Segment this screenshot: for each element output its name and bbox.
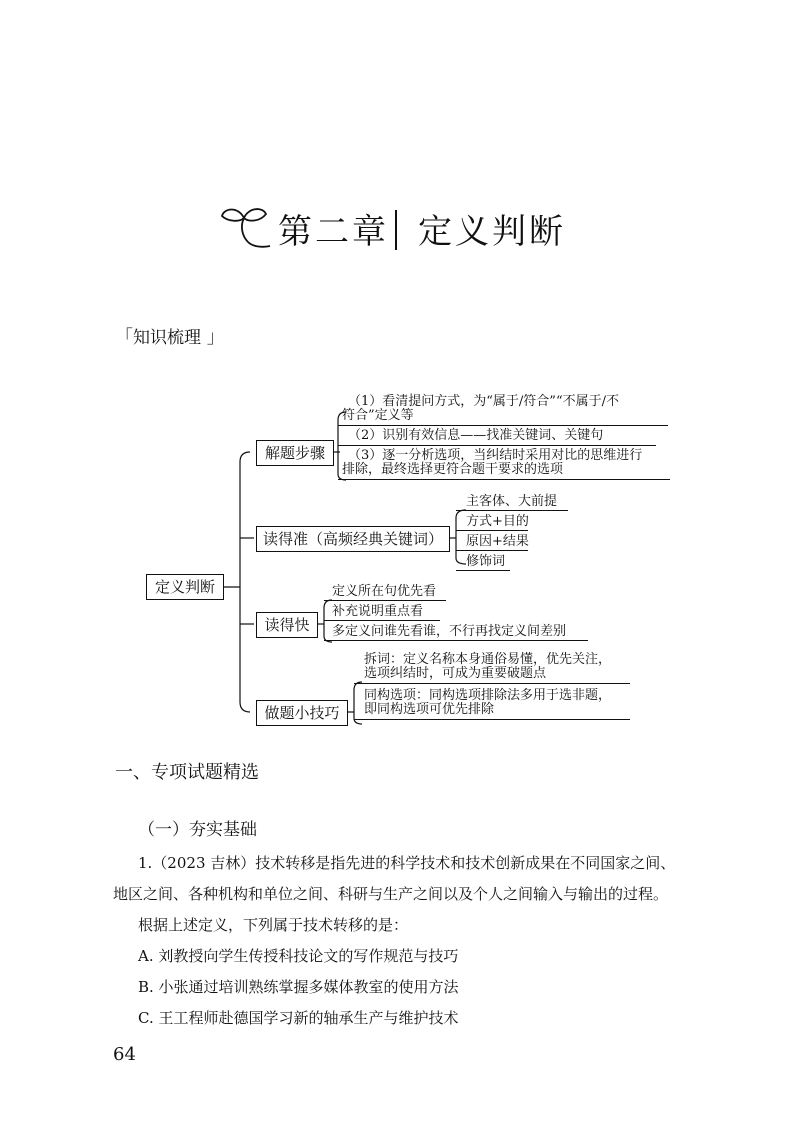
keyword-modifier: 修饰词 [466, 554, 506, 569]
knowledge-header-text: 知识梳理 [133, 328, 201, 348]
fast-tip-2-underline [324, 620, 440, 621]
chapter-number: 第二章 [278, 212, 389, 252]
step-2-underline [338, 445, 656, 446]
chapter-name: 定义判断 [418, 212, 566, 252]
step-2-line-1: （2）识别有效信息——找准关键词、关键句 [348, 428, 604, 443]
mind-map [0, 380, 800, 740]
option-c: C. 王工程师赴德国学习新的轴承生产与维护技术 [138, 1009, 459, 1027]
fast-tip-1-underline [324, 600, 446, 601]
step-3-line-2: 排除，最终选择更符合题干要求的选项 [342, 462, 564, 477]
keyword-subject-underline [456, 510, 568, 511]
trick-2-line-1: 同构选项：同构选项排除法多用于选非题， [364, 688, 612, 703]
knowledge-header [115, 326, 225, 350]
chapter-title [0, 198, 800, 278]
right-bracket-icon: 」 [201, 327, 225, 348]
option-b: B. 小张通过培训熟练掌握多媒体教室的使用方法 [138, 978, 459, 996]
mind-map-root: 定义判断 [146, 574, 224, 600]
keyword-cause-underline [456, 550, 528, 551]
question-prompt: 根据上述定义，下列属于技术转移的是： [138, 916, 409, 934]
trick-1-underline [354, 683, 630, 684]
step-3-line-1: （3）逐一分析选项，当纠结时采用对比的思维进行 [348, 448, 643, 463]
fast-tip-1: 定义所在句优先看 [332, 584, 437, 599]
keyword-cause: 原因+结果 [466, 534, 529, 549]
trick-1-line-2: 选项纠结时，可成为重要破题点 [364, 666, 547, 681]
step-1-line-1: （1）看清提问方式，为“属于/符合”“不属于/不 [348, 394, 619, 409]
step-1-underline [338, 425, 668, 426]
title-divider [395, 210, 397, 250]
question-stem-line-1: 1.（2023 吉林）技术转移是指先进的科学技术和技术创新成果在不同国家之间、 [138, 854, 676, 872]
trick-1-line-1: 拆词：定义名称本身通俗易懂，优先关注， [364, 652, 612, 667]
branch-read-accurately: 读得准（高频经典关键词） [256, 526, 450, 552]
step-1-line-2: 符合”定义等 [342, 408, 414, 423]
trick-2-line-2: 即同构选项可优先排除 [364, 702, 495, 717]
branch-solving-steps: 解题步骤 [256, 440, 334, 466]
sprout-icon [218, 202, 274, 254]
keyword-modifier-underline [456, 570, 510, 571]
subsection-heading: （一）夯实基础 [138, 820, 257, 840]
keyword-method: 方式+目的 [466, 514, 529, 529]
fast-tip-3: 多定义问谁先看谁，不行再找定义间差别 [332, 624, 567, 639]
question-stem-line-2: 地区之间、各种机构和单位之间、科研与生产之间以及个人之间输入与输出的过程。 [113, 885, 669, 903]
trick-2-underline [354, 719, 630, 720]
fast-tip-3-underline [324, 640, 588, 641]
keyword-subject: 主客体、大前提 [466, 494, 558, 509]
page-number: 64 [113, 1044, 136, 1065]
step-3-underline [338, 479, 670, 480]
fast-tip-2: 补充说明重点看 [332, 604, 424, 619]
left-bracket-icon: 「 [115, 327, 133, 348]
option-a: A. 刘教授向学生传授科技论文的写作规范与技巧 [138, 947, 459, 965]
branch-tricks: 做题小技巧 [256, 700, 348, 726]
section-heading: 一、专项试题精选 [115, 762, 259, 783]
branch-read-fast: 读得快 [256, 612, 318, 638]
keyword-method-underline [456, 530, 528, 531]
